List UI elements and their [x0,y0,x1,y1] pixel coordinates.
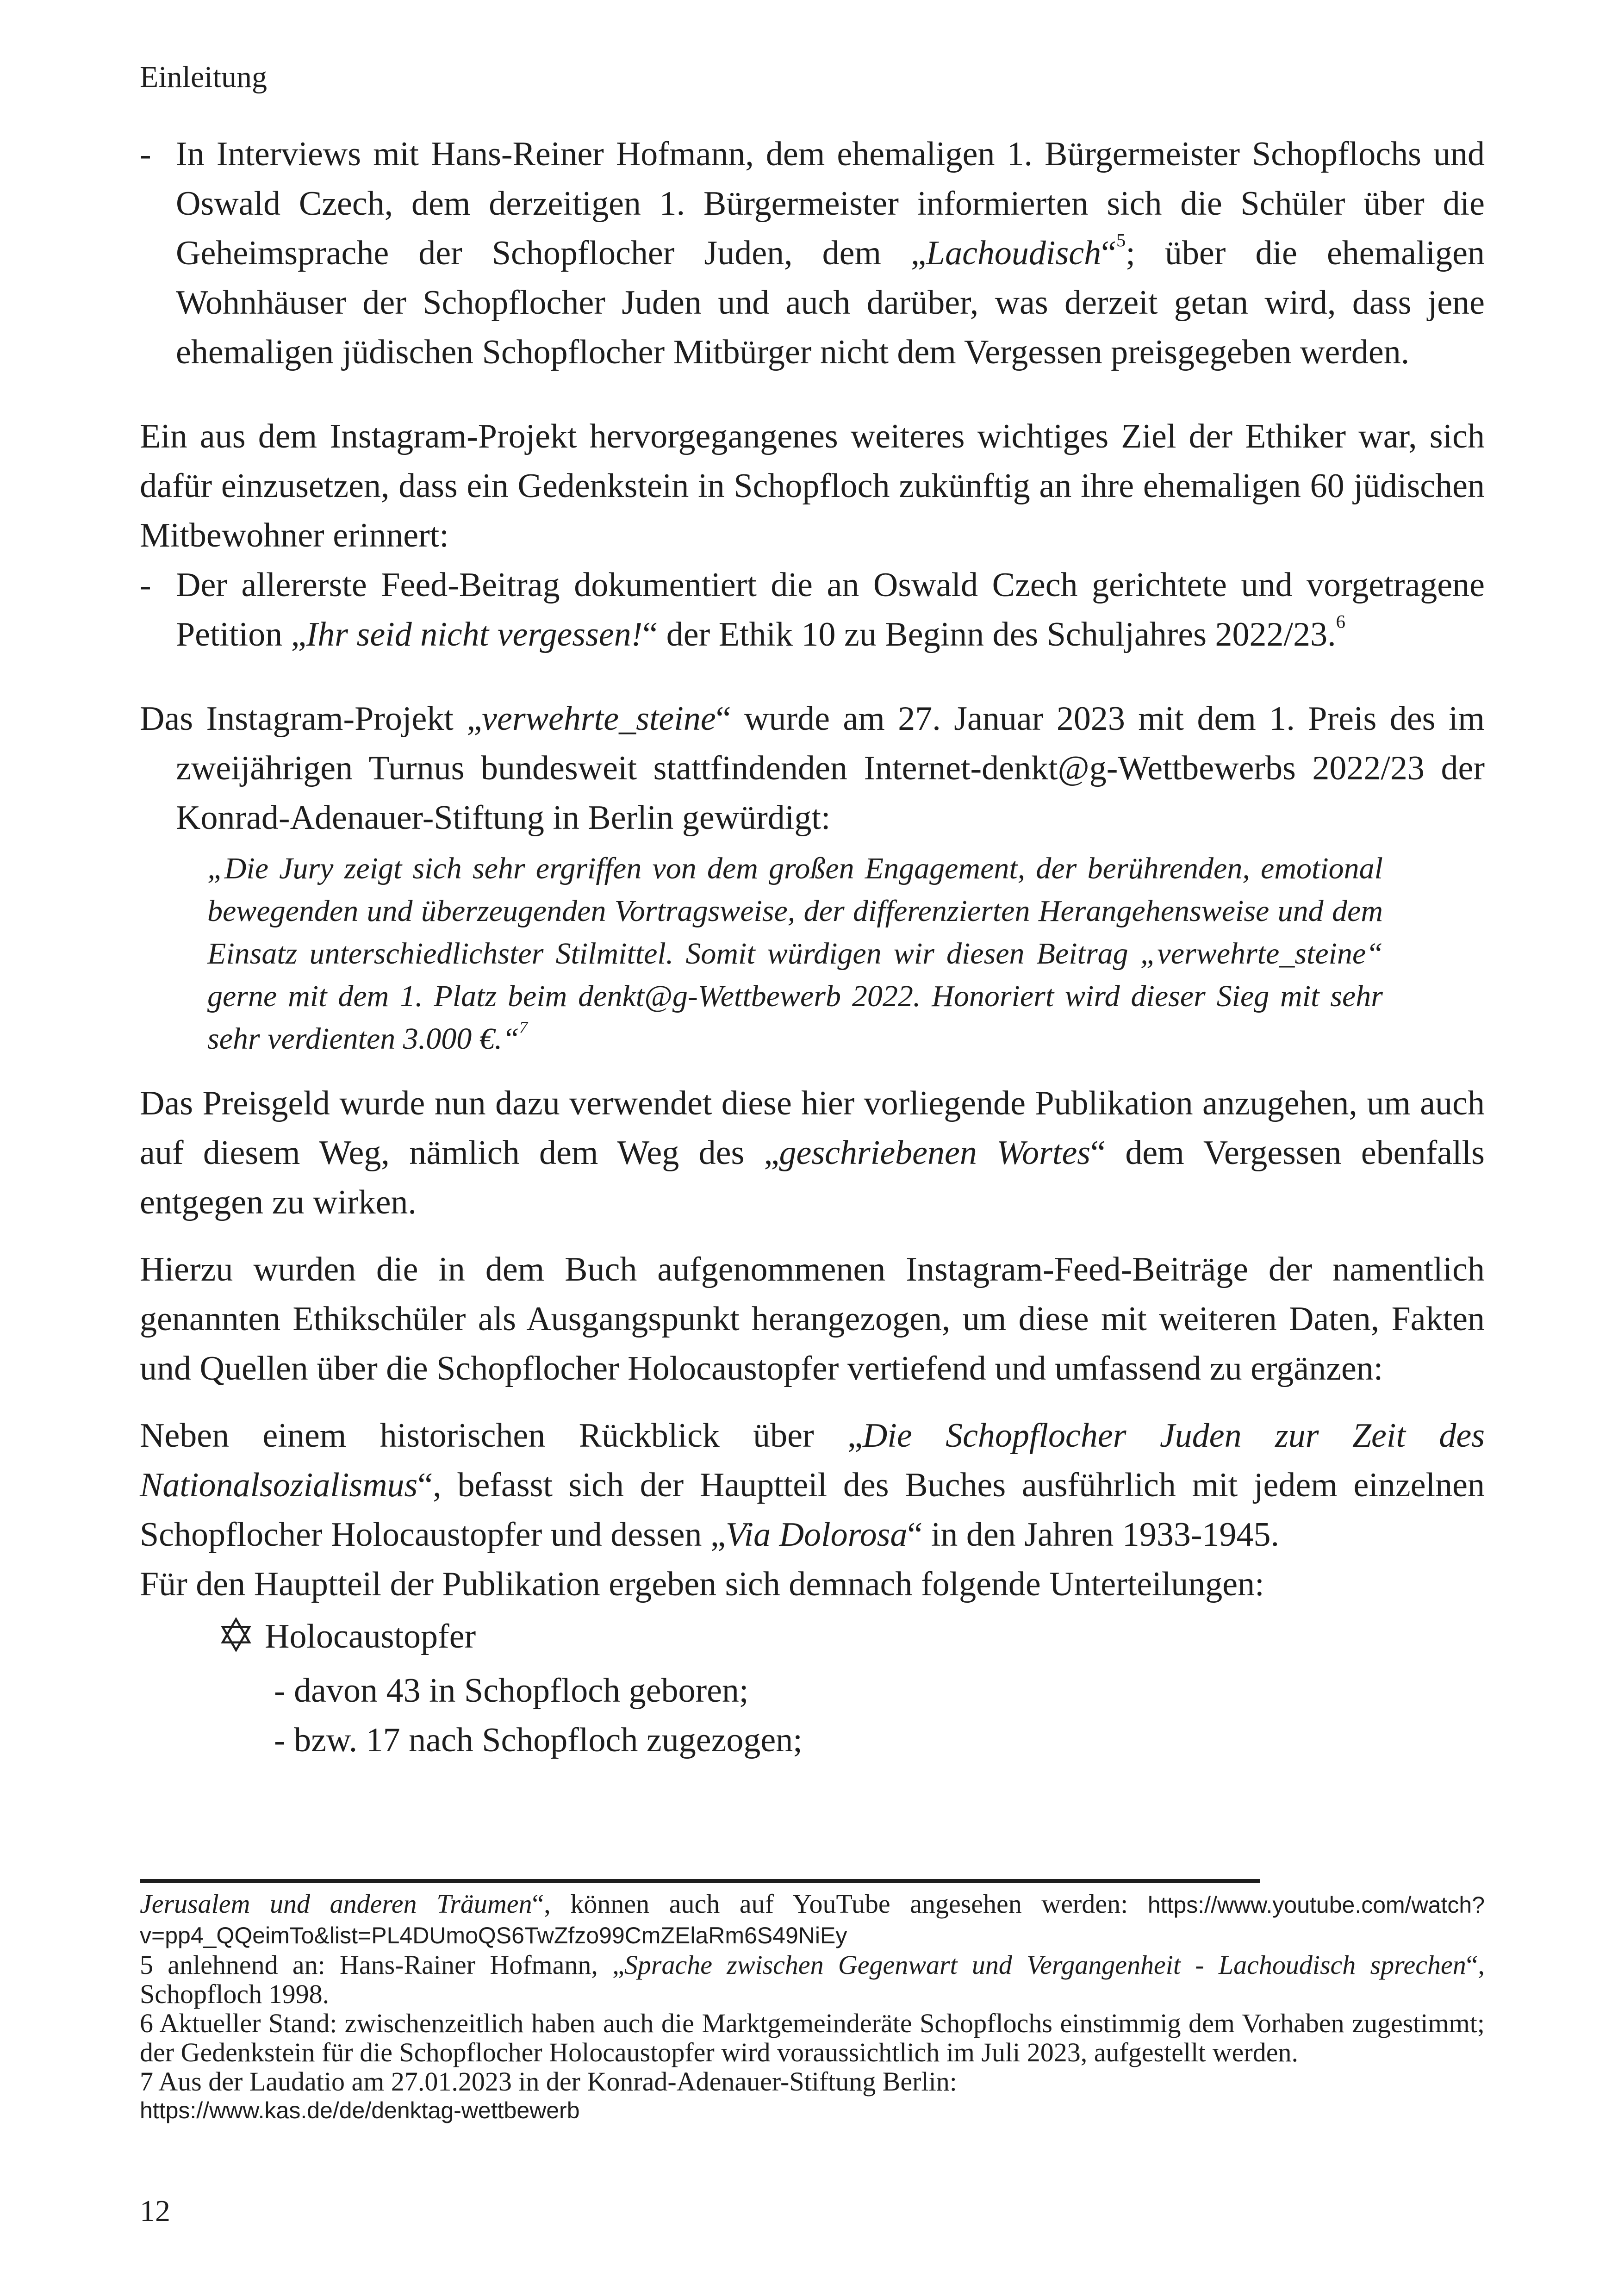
bullet-petition: - Der allererste Feed-Beitrag dokumentiert die an Oswald Czech gerichtete und vorgetragene Petition „Ihr seid nicht vergessen!“ der Ethik 10 zu Beginn des Schuljahres 2022/23.$^6$ [140,560,1485,660]
page-number: 12 [140,2194,170,2228]
jury-quote: „Die Jury zeigt sich sehr ergriffen von dem großen Engagement, der berührenden, emotional bewegenden und überzeugenden Vortragsweise, der differenzierten Herangehensweise und dem Einsatz unterschiedlichster Stilmittel. Somit würdigen wir diesen Beitrag „verwehrte_steine“ gerne mit dem 1. Platz beim denkt@g-Wettbewerb 2022. Honoriert wird dieser Sieg mit sehr sehr verdienten 3.000 €.“$^7$ [207,852,1383,1056]
paragraph-gedenkstein-ziel: Ein aus dem Instagram-Projekt hervorgegangenes weiteres wichtiges Ziel der Ethiker war, sich dafür einzusetzen, dass ein Gedenkstein in Schopfloch zukünftig an ihre ehemaligen 60 jüdischen Mitbewohner erinnert: [140,417,1485,554]
bullet-dash: - [140,135,151,173]
youtube-link[interactable]: https://www.youtube.com/watch?v=pp4_QQeimTo&list=PL4DUmoQS6TwZfzo99CmZElaRm6S49NiEy [140,1892,1485,1948]
paragraph-preisgeld: Das Preisgeld wurde nun dazu verwendet diese hier vorliegende Publikation anzugehen, um auch auf diesem Weg, nämlich dem Weg des „geschriebenen Wortes“ dem Vergessen ebenfalls entgegen zu wirken. [140,1084,1485,1221]
footnote-ref-5[interactable]: 5 [1116,230,1126,251]
holocaustopfer-list [140,1612,1485,1765]
footnote-5: 5 anlehnend an: Hans-Rainer Hofmann, „Sprache zwischen Gegenwart und Vergangenheit - Lachoudisch sprechen“, Schopfloch 1998. [140,1950,1485,2009]
paragraph-unterteilungen: Für den Hauptteil der Publikation ergeben sich demnach folgende Unterteilungen: [140,1565,1264,1603]
main-text [140,130,1485,1765]
footnote-ref-7[interactable]: 7 [519,1018,528,1037]
running-header: Einleitung [140,60,267,94]
footnote-6: 6 Aktueller Stand: zwischenzeitlich haben auch die Marktgemeinderäte Schopflochs einstimmig dem Vorhaben zugestimmt; der Gedenkstein für die Schopflocher Holocaustopfer wird voraussichtlich im Juli 2023, aufgestellt werden. [140,2008,1485,2067]
kas-link[interactable]: https://www.kas.de/de/denktag-wettbewerb [140,2097,580,2123]
paragraph-rueckblick: Neben einem historischen Rückblick über „Die Schopflocher Juden zur Zeit des Nationalsozialismus“, befasst sich der Hauptteil des Buches ausführlich mit jedem einzelnen Schopflocher Holocaustopfer und dessen „Via Dolorosa“ in den Jahren 1933-1945. [140,1417,1485,1554]
footnotes [140,1889,1485,2125]
footnote-separator [140,1879,1260,1883]
footnote-7: 7 Aus der Laudatio am 27.01.2023 in der Konrad-Adenauer-Stiftung Berlin: [140,2066,957,2097]
footnote-ref-6[interactable]: 6 [1336,611,1345,632]
footnote-continued: Jerusalem und anderen Träumen“, können auch auf YouTube angesehen werden: https://www.youtube.com/watch?v=pp4_QQeimTo&list=PL4DUmoQS6TwZfzo99CmZElaRm6S49NiEy [140,1889,1485,1948]
bullet-interviews: - In Interviews mit Hans-Reiner Hofmann, dem ehemaligen 1. Bürgermeister Schopflochs und Oswald Czech, dem derzeitigen 1. Bürgermeister informierten sich die Schüler über die Geheimsprache der Schopflocher Juden, dem „Lachoudisch“$^5$; über die ehemaligen Wohnhäuser der Schopflocher Juden und auch darüber, was derzeit getan wird, dass jene ehemaligen jüdischen Schopflocher Mitbürger nicht dem Vergessen preisgegeben werden. [140,130,1485,377]
list-item: - davon 43 in Schopfloch geboren; [274,1672,749,1710]
list-heading: Holocaustopfer [140,1612,1485,1666]
paragraph-hierzu: Hierzu wurden die in dem Buch aufgenommenen Instagram-Feed-Beiträge der namentlich genannten Ethikschüler als Ausgangspunkt herangezogen, um diese mit weiteren Daten, Fakten und Quellen über die Schopflocher Holocaustopfer vertiefend und umfassend zu ergänzen: [140,1251,1485,1388]
paragraph-preis: Das Instagram-Projekt „verwehrte_steine“ wurde am 27. Januar 2023 mit dem 1. Preis des im zweijährigen Turnus bundesweit stattfindenden Internet-denkt@g-Wettbewerbs 2022/23 der Konrad-Adenauer-Stiftung in Berlin gewürdigt: [140,700,1485,837]
star-of-david-icon [218,1617,265,1666]
list-item: - bzw. 17 nach Schopfloch zugezogen; [274,1721,803,1759]
bullet-dash: - [140,566,151,604]
